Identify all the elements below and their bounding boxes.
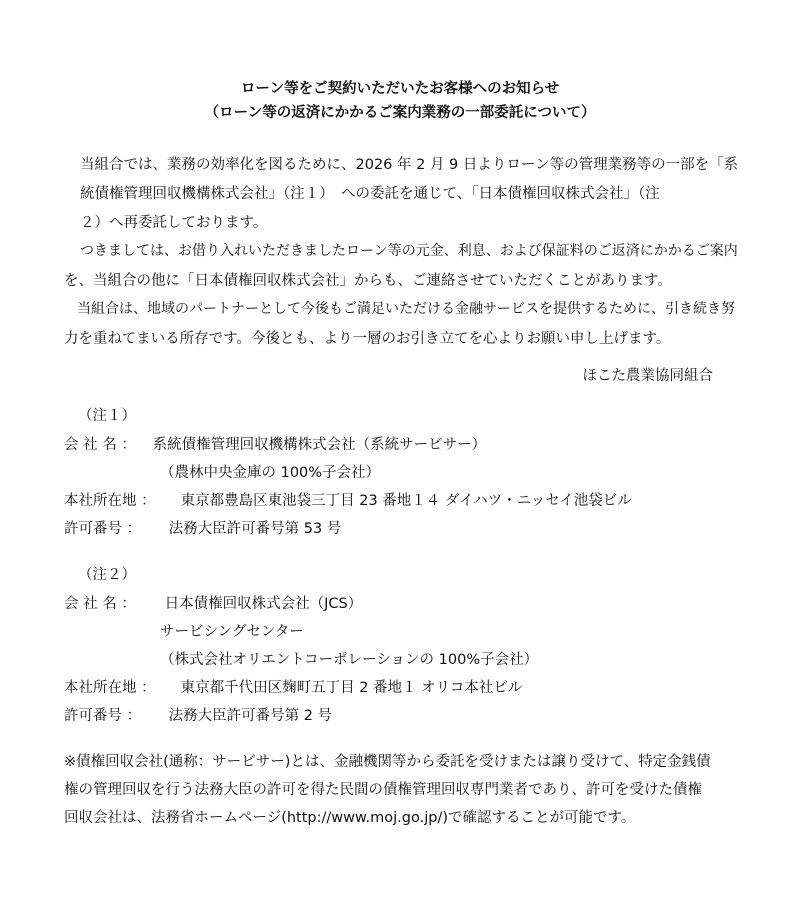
note2-company-sub2: （株式会社オリエントコーポレーションの 100%子会社） — [160, 652, 539, 668]
paragraph-2-line-1: つきましては、お借り入れいただきましたローン等の元金、利息、および保証料のご返済にかかるご案内 — [80, 243, 738, 259]
note1-license: 法務大臣許可番号第 53 号 — [168, 521, 342, 537]
note2-company-sub1: サービシングセンター — [160, 624, 304, 640]
footnote-line-2: 権の管理回収を行う法務大臣の許可を得た民間の債権管理回収専門業者であり、許可を受けた債権 — [64, 782, 702, 798]
note1-address: 東京都豊島区東池袋三丁目 23 番地１４ ダイハツ・ニッセイ池袋ビル — [180, 493, 632, 509]
paragraph-2-line-2: を、当組合の他に「日本債権回収株式会社」からも、ご連絡させていただくことがあります。 — [64, 273, 672, 289]
note1-license-label: 許可番号 ： — [64, 521, 142, 537]
paragraph-1-line-1: 当組合では、業務の効率化を図るために、2026 年 2 月 9 日よりローン等の管理業務等の一部を「系 — [80, 157, 739, 173]
signature: ほこた農業協同組合 — [582, 368, 713, 384]
note2-company-row — [64, 592, 362, 613]
note1-heading: （注１） — [78, 408, 136, 424]
note2-company: 日本債権回収株式会社（JCS） — [164, 596, 363, 612]
note2-heading: （注２） — [78, 567, 136, 583]
note1-address-label: 本社所在地 ： — [64, 493, 156, 509]
note2-company-label: 会 社 名 ： — [64, 596, 136, 612]
paragraph-3-line-1: 当組合は、地域のパートナーとして今後もご満足いただける金融サービスを提供するために、引き続き努 — [77, 301, 735, 317]
note2-license: 法務大臣許可番号第 2 号 — [168, 708, 333, 724]
note1-license-row — [64, 517, 341, 538]
note2-address-label: 本社所在地 ： — [64, 680, 156, 696]
paragraph-1-line-2: 統債権管理回収機構株式会社」（注１） への委託を通じて、「日本債権回収株式会社」（注 — [80, 186, 660, 202]
note1-address-row — [64, 489, 632, 510]
note1-company-sub: （農林中央金庫の 100%子会社） — [160, 465, 381, 481]
note2-address-row — [64, 676, 522, 697]
note2-license-label: 許可番号 ： — [64, 708, 142, 724]
title-line-2: （ローン等の返済にかかるご案内業務の一部委託について） — [204, 105, 596, 121]
note1-company-label: 会 社 名 ： — [64, 437, 136, 453]
note2-license-row — [64, 704, 332, 725]
footnote-line-1: ※債権回収会社(通称：サービサー)とは、金融機関等から委託を受けまたは譲り受けて、特定金銭債 — [64, 754, 711, 770]
title-line-1: ローン等をご契約いただいたお客様へのお知らせ — [240, 81, 560, 97]
note2-address: 東京都千代田区麹町五丁目 2 番地１ オリコ本社ビル — [180, 680, 523, 696]
note1-company: 系統債権管理回収機構株式会社（系統サービサー） — [152, 437, 487, 453]
paragraph-1-line-3: ２）へ再委託しております。 — [80, 215, 268, 231]
paragraph-3-line-2: 力を重ねてまいる所存です。今後とも、より一層のお引き立てを心よりお願い申し上げます。 — [64, 331, 671, 347]
footnote-line-3: 回収会社は、法務省ホームページ(http://www.moj.go.jp/)で確認することが可能です。 — [64, 810, 636, 826]
note1-company-row — [64, 433, 486, 454]
